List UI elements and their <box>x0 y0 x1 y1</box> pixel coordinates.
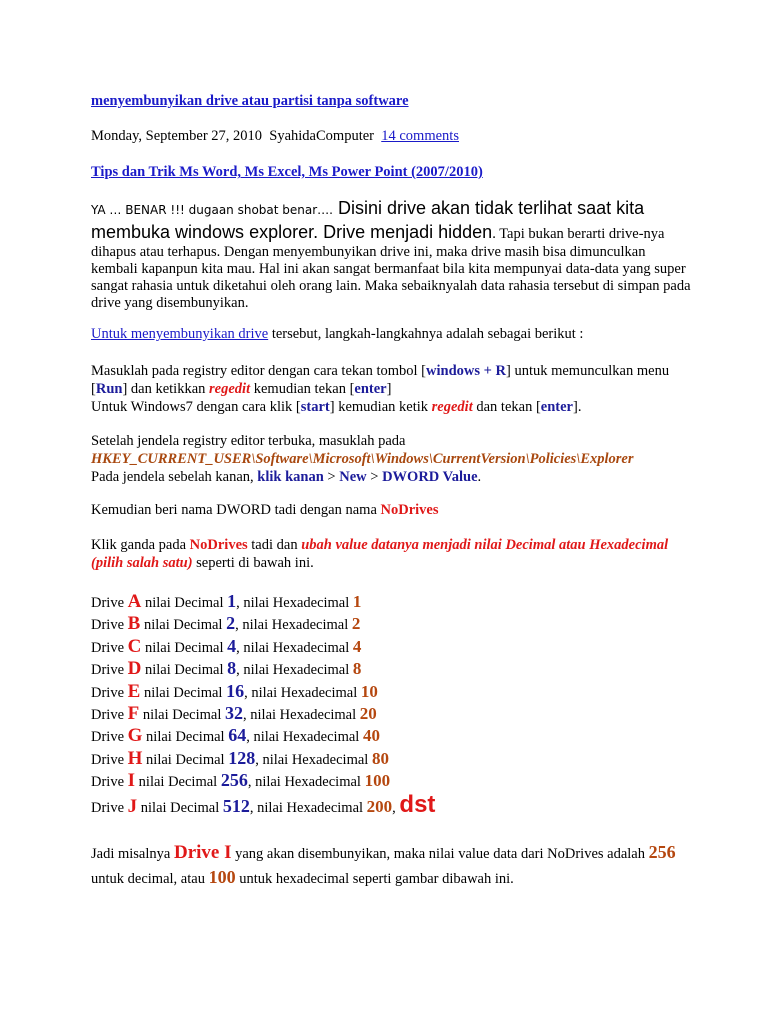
step1-text: dan tekan [ <box>472 399 541 415</box>
hex-value: 40 <box>362 726 380 746</box>
decimal-value: 8 <box>227 658 237 679</box>
cmd-regedit: regedit <box>431 399 473 415</box>
conclusion-text: untuk decimal, atau <box>91 871 209 887</box>
decimal-word: nilai Decimal <box>142 751 229 768</box>
intro-rest-text: . Tapi bukan berarti drive-nya dihapus atau terhapus. Dengan menyembunyikan drive ini, maka drive masih bisa dimunculkan kembali kapanpun kita mau. Hal ini akan sangat bermanfaat bila kita mempunyai data-data yang super sangat rahasia untuk diketahui oleh orang lain. Maka sebaiknyalah data rahasia tersebut di simpan pada drive yang disembunyikan. <box>91 226 691 311</box>
post-date: Monday, September 27, 2010 <box>91 128 263 144</box>
post-author: SyahidaComputer <box>269 128 374 144</box>
nodrives-name: NoDrives <box>189 537 248 553</box>
decimal-value: 2 <box>226 613 236 634</box>
step4-text: tadi dan <box>247 537 302 553</box>
menu-klik-kanan: klik kanan <box>257 469 324 485</box>
step1-text: ] kemudian ketik <box>329 399 432 415</box>
conclusion-text: Jadi misalnya <box>91 846 174 862</box>
hex-value: 8 <box>352 659 362 679</box>
step1-text: ]. <box>572 399 582 415</box>
decimal-value: 1 <box>227 591 237 611</box>
hex-word: , nilai Hexadecimal <box>236 662 353 679</box>
decimal-word: nilai Decimal <box>140 684 227 701</box>
key-windows-r: windows + R <box>426 363 506 379</box>
drive-i-label: Drive I <box>173 842 232 863</box>
decimal-value: 512 <box>222 795 250 816</box>
step2-text: Pada jendela sebelah kanan, <box>91 469 258 485</box>
drive-row <box>91 790 436 819</box>
hex-word: , nilai Hexadecimal <box>249 799 367 816</box>
conclusion-text: yang akan disembunyikan, maka nilai value data dari NoDrives adalah <box>231 846 649 862</box>
hex-value: 10 <box>360 681 378 701</box>
drive-word: Drive <box>91 684 128 701</box>
drive-row <box>91 635 361 659</box>
decimal-word: nilai Decimal <box>140 617 227 634</box>
drive-word: Drive <box>91 617 128 634</box>
decimal-value: 16 <box>226 680 245 701</box>
hex-word: , nilai Hexadecimal <box>235 617 352 634</box>
drive-row <box>91 680 378 704</box>
drive-word: Drive <box>91 639 128 656</box>
hex-word: , nilai Hexadecimal <box>236 639 353 656</box>
conclusion-text: untuk hexadecimal seperti gambar dibawah ini. <box>235 871 514 887</box>
separator: , <box>392 799 400 816</box>
drive-letter: C <box>127 635 142 657</box>
drive-row <box>91 769 390 793</box>
hex-value: 100 <box>364 771 391 791</box>
drive-word: Drive <box>91 774 128 791</box>
step-dword-name <box>91 501 691 519</box>
drive-word: Drive <box>91 662 128 679</box>
key-run: Run <box>95 381 123 397</box>
drive-letter: I <box>127 770 136 792</box>
hex-word: , nilai Hexadecimal <box>255 751 372 768</box>
drive-row <box>91 657 361 681</box>
drive-letter: J <box>127 795 138 817</box>
decimal-value: 128 <box>228 747 256 768</box>
decimal-word: nilai Decimal <box>135 774 221 791</box>
step4-text: seperti di bawah ini. <box>192 555 314 571</box>
hex-word: , nilai Hexadecimal <box>247 774 365 791</box>
drive-word: Drive <box>91 729 128 746</box>
intro-small-text: YA … BENAR !!! dugaan shobat benar…. <box>91 203 333 217</box>
decimal-value: 32 <box>225 703 244 723</box>
step1-text: ] <box>386 381 392 397</box>
key-enter: enter <box>354 381 387 397</box>
menu-new: New <box>339 469 367 485</box>
drive-letter: E <box>127 680 141 702</box>
hex-value: 20 <box>359 704 377 723</box>
drive-row <box>91 702 377 726</box>
drive-letter: A <box>127 591 142 612</box>
drive-word: Drive <box>91 707 128 723</box>
decimal-value: 64 <box>228 725 247 746</box>
intro-big-text: Disini drive akan tidak terlihat saat kita membuka windows explorer. Drive menjadi hidden <box>91 198 645 242</box>
hex-word: , nilai Hexadecimal <box>236 595 353 611</box>
post-title[interactable]: menyembunyikan drive atau partisi tanpa software <box>91 93 409 109</box>
drive-row <box>91 612 360 636</box>
key-start: start <box>300 399 330 415</box>
decimal-word: nilai Decimal <box>141 595 228 611</box>
step-registry-path <box>91 432 691 486</box>
dst-label: dst <box>399 790 436 818</box>
drive-letter: B <box>127 613 141 635</box>
drive-word: Drive <box>91 799 128 816</box>
step-value-edit <box>91 536 691 572</box>
decimal-value: 256 <box>220 770 248 791</box>
comments-link[interactable]: 14 comments <box>381 128 459 144</box>
hex-value: 4 <box>352 636 362 656</box>
category-link[interactable]: Tips dan Trik Ms Word, Ms Excel, Ms Power Point (2007/2010) <box>91 164 483 180</box>
cmd-regedit: regedit <box>209 381 251 397</box>
drive-letter: G <box>127 725 143 747</box>
steps-intro-link[interactable]: Untuk menyembunyikan drive <box>91 326 269 342</box>
step4-text: Klik ganda pada <box>91 537 190 553</box>
step2-text: . <box>477 469 482 485</box>
step1-text: Untuk Windows7 dengan cara klik [ <box>91 399 301 415</box>
drive-row <box>91 590 361 614</box>
drive-letter: D <box>127 658 142 680</box>
step1-text: ] untuk memunculkan menu [ <box>91 363 670 397</box>
hex-word: , nilai Hexadecimal <box>246 729 363 746</box>
decimal-word: nilai Decimal <box>141 639 228 656</box>
step3-text: Kemudian beri nama DWORD tadi dengan nama <box>91 502 381 518</box>
separator: > <box>323 469 340 485</box>
decimal-value: 256 <box>648 842 676 862</box>
step2-text: Setelah jendela registry editor terbuka, masuklah pada <box>91 433 406 449</box>
hex-value: 200 <box>366 796 393 816</box>
hex-value: 1 <box>352 592 362 611</box>
menu-dword-value: DWORD Value <box>382 469 478 485</box>
decimal-word: nilai Decimal <box>141 662 228 679</box>
post-meta <box>91 127 691 145</box>
hex-word: , nilai Hexadecimal <box>243 707 360 723</box>
drive-row <box>91 724 380 748</box>
hex-value: 2 <box>351 614 361 634</box>
decimal-word: nilai Decimal <box>137 799 223 816</box>
registry-path: HKEY_CURRENT_USER\Software\Microsoft\Windows\CurrentVersion\Policies\Explorer <box>91 451 634 467</box>
drive-row <box>91 747 389 771</box>
intro-paragraph <box>91 196 691 312</box>
decimal-word: nilai Decimal <box>142 729 229 746</box>
drive-word: Drive <box>91 595 128 611</box>
separator: > <box>366 469 383 485</box>
steps-intro-text: tersebut, langkah-langkahnya adalah sebagai berikut : <box>268 326 584 342</box>
hex-word: , nilai Hexadecimal <box>244 684 361 701</box>
drive-letter: H <box>127 747 143 769</box>
nodrives-name: NoDrives <box>380 502 439 518</box>
value-instruction: ubah value datanya menjadi nilai Decimal atau Hexadecimal (pilih salah satu) <box>91 537 669 571</box>
hex-value: 80 <box>371 748 389 768</box>
step1-text: Masuklah pada registry editor dengan cara tekan tombol [ <box>91 363 426 379</box>
step1-text: ] dan ketikkan <box>122 381 210 397</box>
conclusion-paragraph <box>91 841 691 891</box>
step1-text: kemudian tekan [ <box>250 381 355 397</box>
key-enter: enter <box>540 399 573 415</box>
steps-intro <box>91 325 691 343</box>
step-registry-open <box>91 362 691 416</box>
hex-value: 100 <box>208 867 236 887</box>
decimal-word: nilai Decimal <box>139 707 226 723</box>
decimal-value: 4 <box>227 635 237 656</box>
drive-letter: F <box>127 703 140 724</box>
drive-word: Drive <box>91 751 128 768</box>
